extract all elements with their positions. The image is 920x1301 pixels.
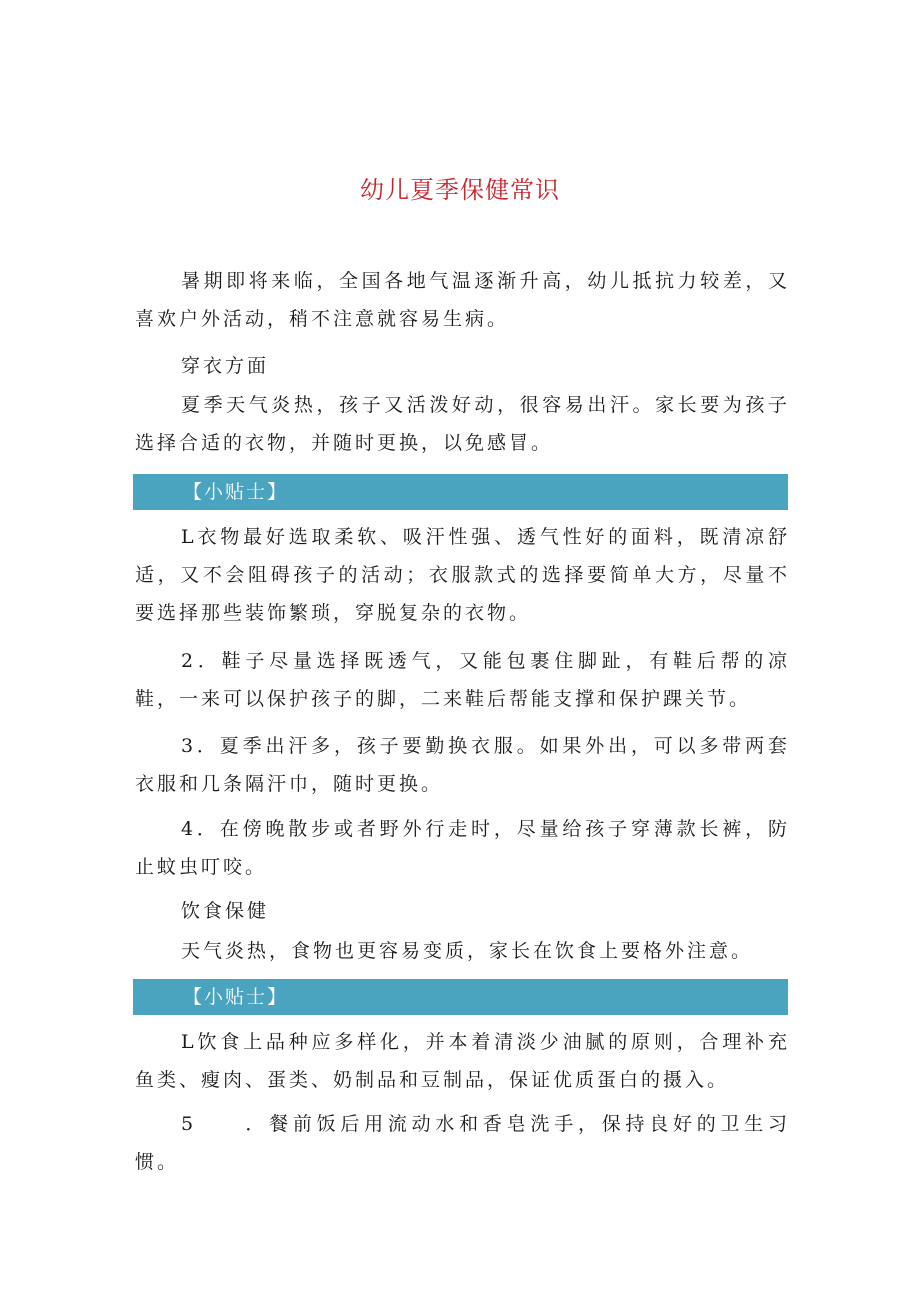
clothing-paragraph: 夏季天气炎热，孩子又活泼好动，很容易出汗。家长要为孩子选择合适的衣物，并随时更换，以免感冒。 [135, 394, 790, 454]
clothing-tip-4: 4．在傍晚散步或者野外行走时，尽量给孩子穿薄款长裤，防止蚊虫叮咬。 [135, 818, 790, 878]
diet-tip-2: 5 ．餐前饭后用流动水和香皂洗手，保持良好的卫生习惯。 [135, 1113, 790, 1173]
tip-label: 【小贴士】 [183, 481, 289, 503]
clothing-tip-3: 3．夏季出汗多，孩子要勤换衣服。如果外出，可以多带两套衣服和几条隔汗巾，随时更换。 [135, 735, 790, 795]
section-heading-diet: 饮食保健 [181, 900, 270, 922]
section-heading-clothing: 穿衣方面 [181, 355, 270, 377]
diet-paragraph: 天气炎热，食物也更容易变质，家长在饮食上要格外注意。 [181, 940, 754, 962]
tip-banner-clothing [133, 474, 788, 510]
intro-paragraph: 暑期即将来临，全国各地气温逐渐升高，幼儿抵抗力较差，又喜欢户外活动，稍不注意就容易生病。 [135, 270, 790, 330]
document-title: 幼儿夏季保健常识 [360, 176, 560, 204]
clothing-tip-1: L衣物最好选取柔软、吸汗性强、透气性好的面料，既清凉舒适，又不会阻碍孩子的活动；衣服款式的选择要简单大方，尽量不要选择那些装饰繁琐，穿脱复杂的衣物。 [135, 526, 790, 624]
tip-banner-diet [133, 979, 788, 1015]
diet-tip-1: L饮食上品种应多样化，并本着清淡少油腻的原则，合理补充鱼类、瘦肉、蛋类、奶制品和豆制品，保证优质蛋白的摄入。 [135, 1031, 790, 1091]
clothing-tip-2: 2．鞋子尽量选择既透气，又能包裹住脚趾，有鞋后帮的凉鞋，一来可以保护孩子的脚，二来鞋后帮能支撑和保护踝关节。 [135, 650, 790, 710]
tip-label: 【小贴士】 [183, 986, 289, 1008]
